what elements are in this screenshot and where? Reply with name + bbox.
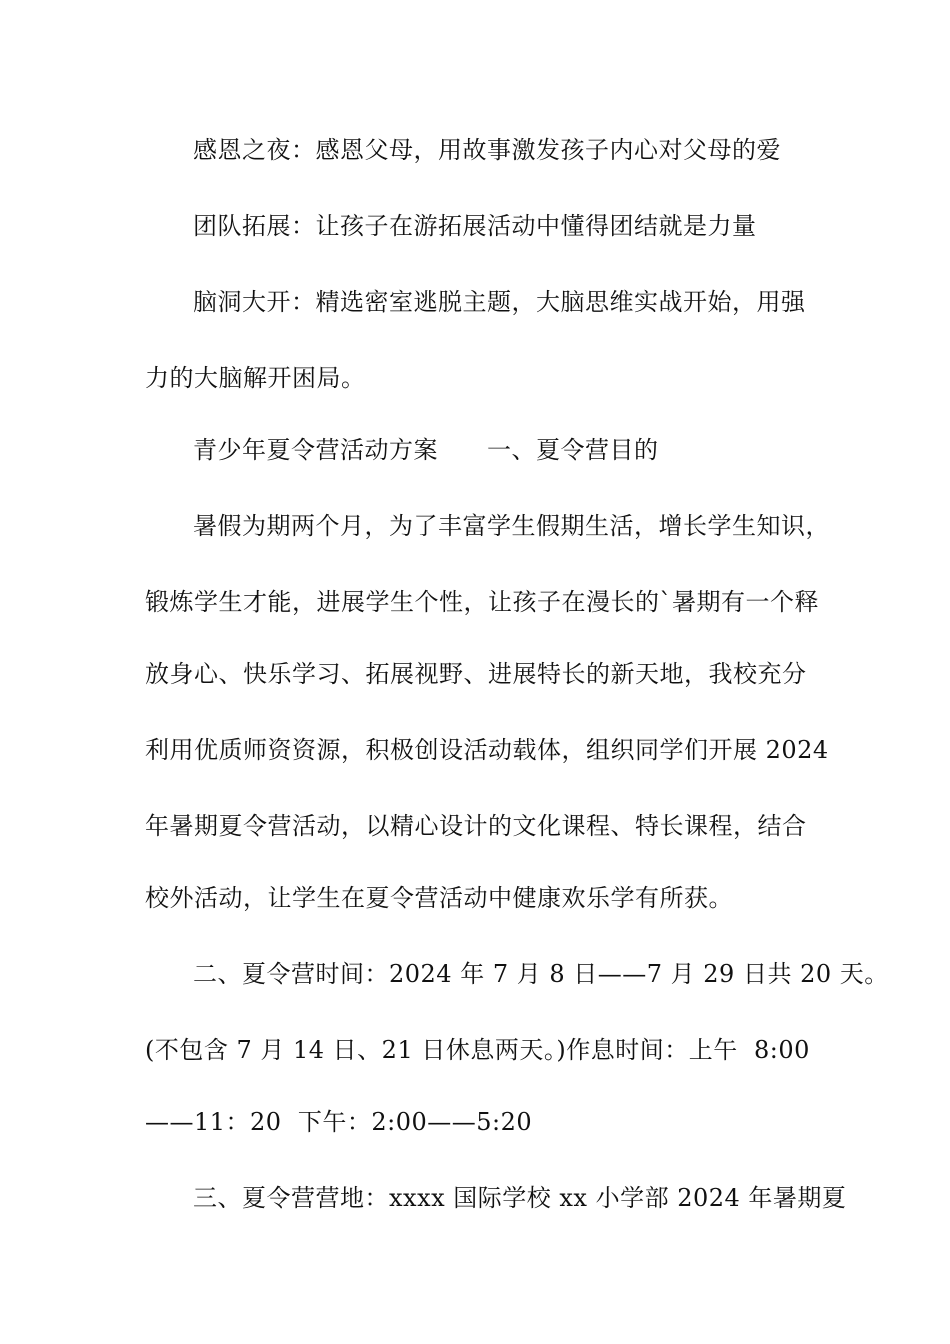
- text-line: 二、夏令营时间：2024 年 7 月 8 日——7 月 29 日共 20 天。: [193, 960, 889, 988]
- text-line: 放身心、快乐学习、拓展视野、进展特长的新天地，我校充分: [145, 660, 807, 688]
- text-line: 感恩之夜：感恩父母，用故事激发孩子内心对父母的爱: [193, 136, 781, 164]
- text-line: 校外活动，让学生在夏令营活动中健康欢乐学有所获。: [145, 884, 733, 912]
- text-line: 力的大脑解开困局。: [145, 364, 366, 392]
- text-line: 利用优质师资资源，积极创设活动载体，组织同学们开展 2024: [145, 736, 829, 764]
- text-line: ——11：20 下午：2:00——5:20: [145, 1108, 533, 1136]
- text-line: 青少年夏令营活动方案 一、夏令营目的: [193, 436, 659, 464]
- text-line: 年暑期夏令营活动，以精心设计的文化课程、特长课程，结合: [145, 812, 807, 840]
- text-line: (不包含 7 月 14 日、21 日休息两天。)作息时间：上午 8:00: [145, 1036, 810, 1064]
- text-line: 锻炼学生才能，进展学生个性，让孩子在漫长的`暑期有一个释: [145, 588, 819, 616]
- text-line: 团队拓展：让孩子在游拓展活动中懂得团结就是力量: [193, 212, 757, 240]
- text-line: 三、夏令营营地：xxxx 国际学校 xx 小学部 2024 年暑期夏: [193, 1184, 847, 1212]
- text-line: 暑假为期两个月，为了丰富学生假期生活，增长学生知识，: [193, 512, 830, 540]
- text-line: 脑洞大开：精选密室逃脱主题，大脑思维实战开始，用强: [193, 288, 806, 316]
